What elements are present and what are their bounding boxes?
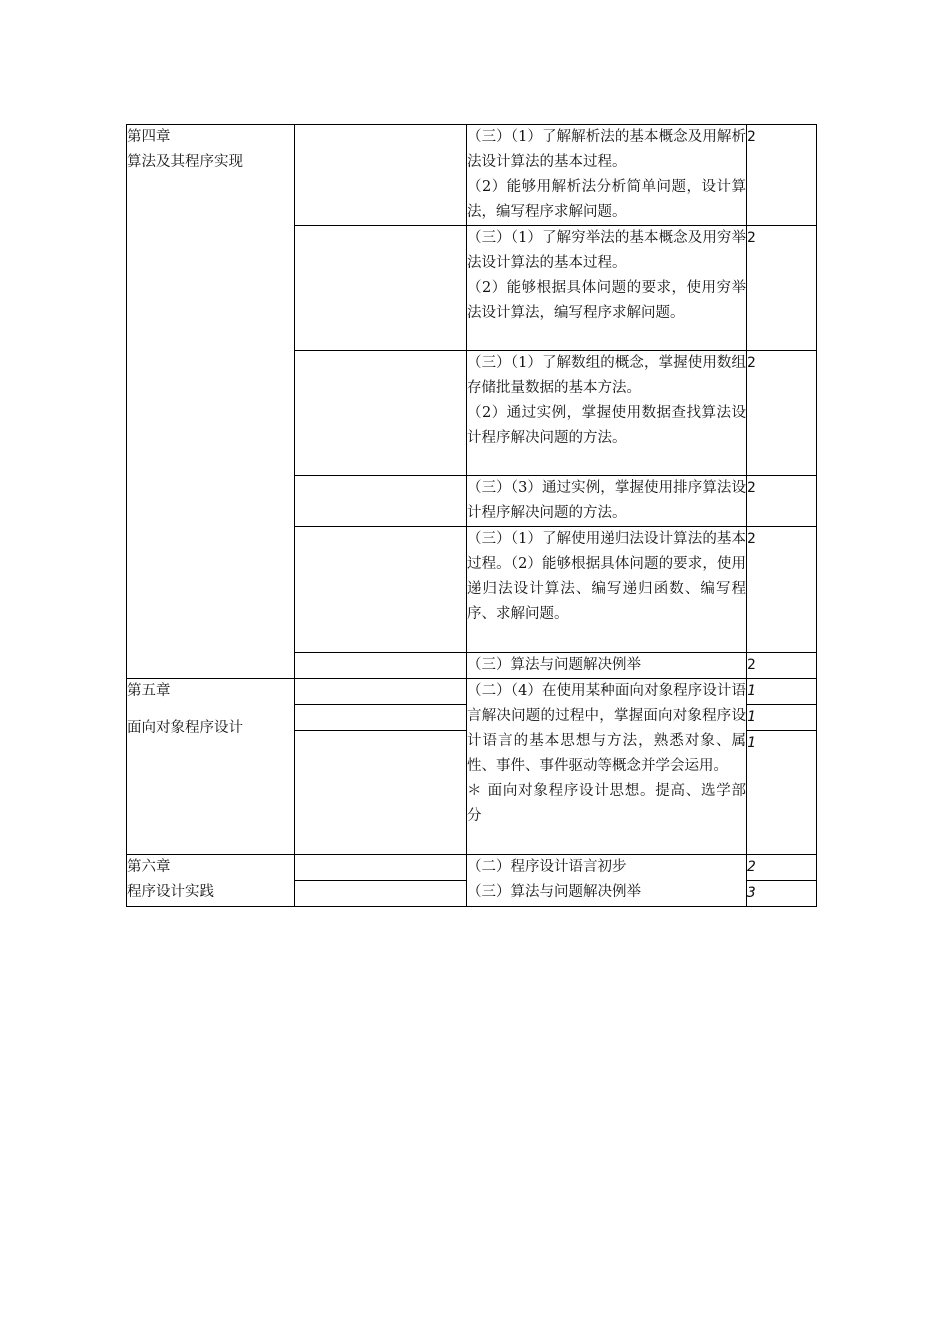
hours-cell: 2 (747, 653, 817, 679)
chapter-cell (127, 125, 295, 679)
content-cell (295, 731, 467, 855)
table-row (127, 679, 817, 705)
objectives-cell (467, 855, 747, 907)
objective-text: （三）（1）了解使用递归法设计算法的基本过程。（2）能够根据具体问题的要求，使用递归法设计算法、编写递归函数、编写程序、求解问题。 (467, 531, 746, 622)
hours-cell: 2 (747, 476, 817, 527)
hours-cell: 2 (747, 855, 817, 881)
chapter-number: 第六章 (127, 859, 171, 875)
objectives-cell (467, 351, 747, 476)
content-cell (295, 226, 467, 351)
chapter-cell (127, 855, 295, 907)
hours-cell: 1 (747, 679, 817, 705)
content-cell (295, 527, 467, 653)
content-cell (295, 476, 467, 527)
chapter-title: 面向对象程序设计 (127, 720, 243, 736)
objective-text: （2）通过实例，掌握使用数据查找算法设计程序解决问题的方法。 (467, 405, 746, 446)
content-cell (295, 351, 467, 476)
curriculum-table (126, 124, 817, 907)
objective-text: （二）程序设计语言初步 (467, 859, 627, 875)
content-cell (295, 653, 467, 679)
objective-text: （2）能够用解析法分析简单问题，设计算法，编写程序求解问题。 (467, 179, 746, 220)
objectives-cell (467, 226, 747, 351)
hours-cell: 2 (747, 125, 817, 226)
objective-text: （2）能够根据具体问题的要求，使用穷举法设计算法，编写程序求解问题。 (467, 280, 746, 321)
objectives-cell (467, 653, 747, 679)
content-cell (295, 125, 467, 226)
hours-cell: 3 (747, 881, 817, 907)
objectives-cell (467, 679, 747, 855)
objective-text: （三）算法与问题解决例举 (467, 884, 641, 900)
objectives-cell (467, 527, 747, 653)
content-cell (295, 679, 467, 705)
objective-text: （三）算法与问题解决例举 (467, 657, 641, 673)
hours-cell: 2 (747, 226, 817, 351)
chapter-cell (127, 679, 295, 855)
content-cell (295, 881, 467, 907)
table-row (127, 855, 817, 881)
content-cell (295, 855, 467, 881)
chapter-title: 算法及其程序实现 (127, 154, 243, 170)
content-cell (295, 705, 467, 731)
objectives-cell (467, 476, 747, 527)
objective-text: （三）（1）了解数组的概念，掌握使用数组存储批量数据的基本方法。 (467, 355, 746, 396)
objective-note: ＊ 面向对象程序设计思想。提高、选学部分 (467, 783, 746, 824)
objective-text: （三）（1）了解穷举法的基本概念及用穷举法设计算法的基本过程。 (467, 230, 746, 271)
table-row (127, 125, 817, 226)
chapter-title: 程序设计实践 (127, 884, 214, 900)
chapter-number: 第四章 (127, 129, 171, 145)
objectives-cell (467, 125, 747, 226)
objective-text: （二）（4）在使用某种面向对象程序设计语言解决问题的过程中，掌握面向对象程序设计语言的基本思想与方法，熟悉对象、属性、事件、事件驱动等概念并学会运用。 (467, 683, 746, 774)
hours-cell: 2 (747, 527, 817, 653)
objective-text: （三）（3）通过实例，掌握使用排序算法设计程序解决问题的方法。 (467, 480, 746, 521)
objective-text: （三）（1）了解解析法的基本概念及用解析法设计算法的基本过程。 (467, 129, 746, 170)
hours-cell: 2 (747, 351, 817, 476)
hours-cell: 1 (747, 731, 817, 855)
chapter-number: 第五章 (127, 683, 171, 699)
hours-cell: 1 (747, 705, 817, 731)
